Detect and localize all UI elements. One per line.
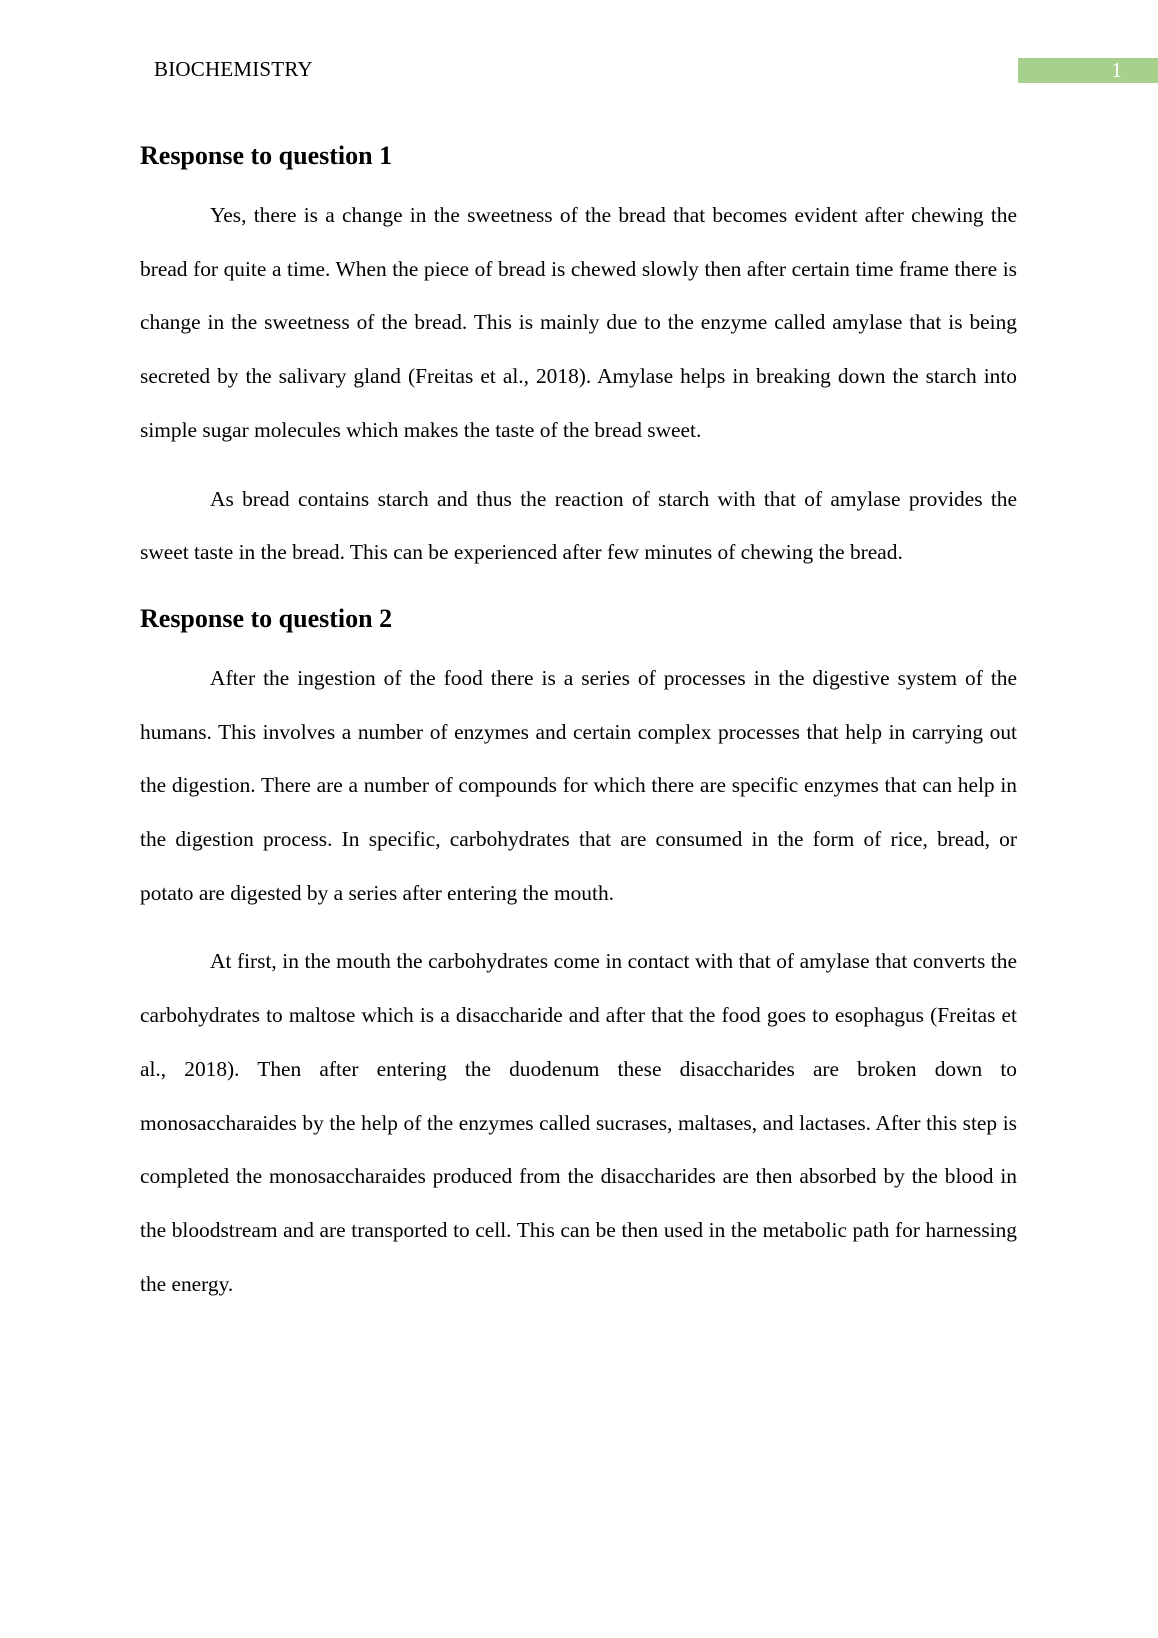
paragraph-q1-2: As bread contains starch and thus the reaction of starch with that of amylase provides the sweet taste in the bread. This can be experienced after few minutes of chewing the bread.: [140, 486, 1017, 565]
paragraph-q1-1: Yes, there is a change in the sweetness of the bread that becomes evident after chewing the bread for quite a time. When the piece of bread is chewed slowly then after certain time frame there is change in the sweetness of the bread. This is mainly due to the enzyme called amylase that is being secreted by the salivary gland (Freitas et al., 2018). Amylase helps in breaking down the starch into simple sugar molecules which makes the taste of the bread sweet.: [140, 203, 1017, 442]
page-number: 1: [1018, 58, 1158, 83]
paragraph-q2-1: After the ingestion of the food there is a series of processes in the digestive system of the humans. This involves a number of enzymes and certain complex processes that help in carrying out the digestion. There are a number of compounds for which there are specific enzymes that can help in the digestion process. In specific, carbohydrates that are consumed in the form of rice, bread, or potato are digested by a series after entering the mouth.: [140, 665, 1017, 905]
section-heading-question-2: Response to question 2: [140, 603, 393, 633]
running-head: BIOCHEMISTRY: [154, 57, 313, 81]
paragraph-q2-2: At first, in the mouth the carbohydrates come in contact with that of amylase that converts the carbohydrates to maltose which is a disaccharide and after that the food goes to esophagus (Freitas et al., 2018). Then after entering the duodenum these disaccharides are broken down to monosaccharaides by the help of the enzymes called sucrases, maltases, and lactases. After this step is completed the monosaccharaides produced from the disaccharides are then absorbed by the blood in the bloodstream and are transported to cell. This can be then used in the metabolic path for harnessing the energy.: [140, 949, 1017, 1296]
document-body: [140, 138, 1017, 1311]
section-heading-question-1: Response to question 1: [140, 141, 393, 170]
